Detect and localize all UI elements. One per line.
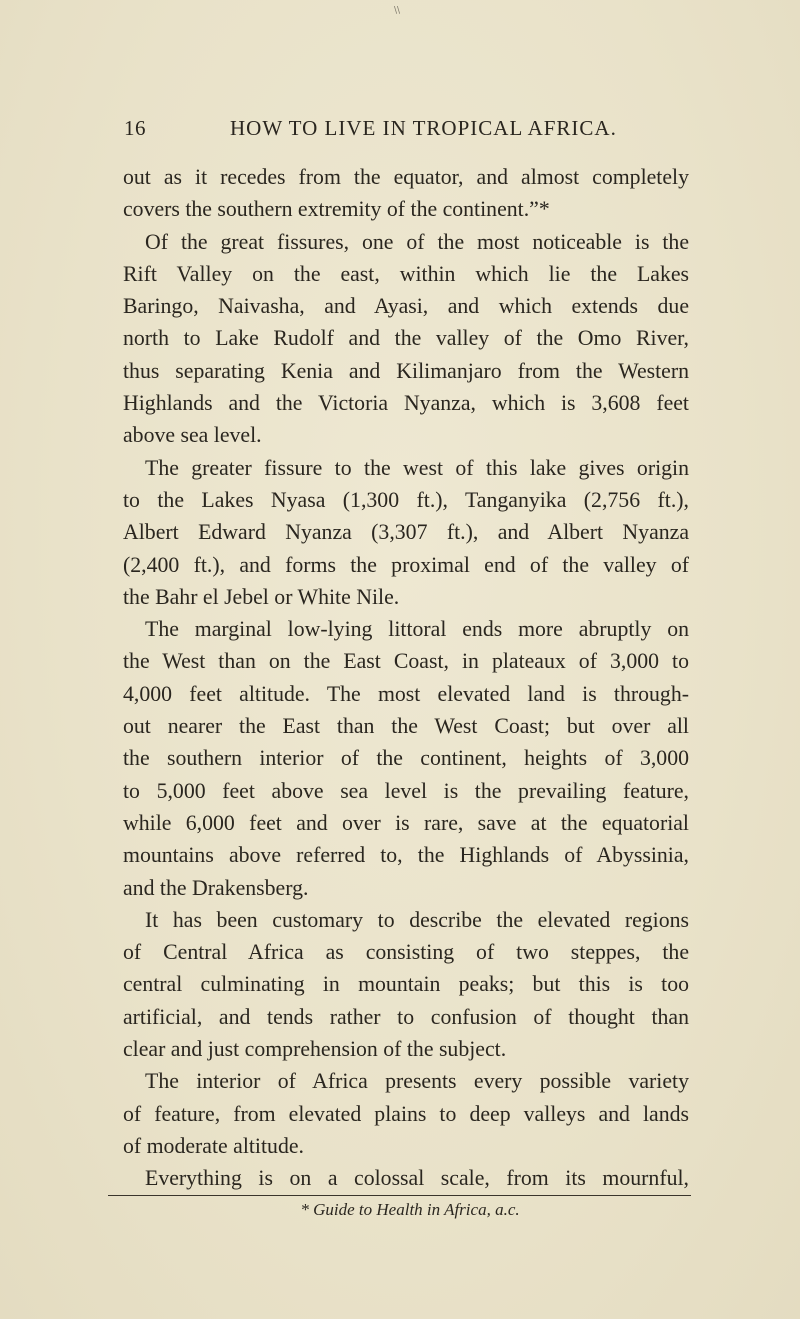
text-line: the southern interior of the continent, heights of 3,000: [123, 746, 689, 771]
text-line: Highlands and the Victoria Nyanza, which is 3,608 feet: [123, 391, 689, 416]
footnote-rule: [108, 1195, 691, 1196]
text-line: central culminating in mountain peaks; but this is too: [123, 972, 689, 997]
paragraph-start-line: The marginal low-lying littoral ends more abruptly on: [145, 617, 689, 642]
text-line: above sea level.: [123, 423, 262, 448]
text-line: of Central Africa as consisting of two steppes, the: [123, 940, 689, 965]
paragraph-start-line: Everything is on a colossal scale, from its mournful,: [145, 1166, 689, 1191]
text-line: to the Lakes Nyasa (1,300 ft.), Tanganyika (2,756 ft.),: [123, 487, 689, 512]
text-line: thus separating Kenia and Kilimanjaro from the Western: [123, 358, 689, 383]
text-line: while 6,000 feet and over is rare, save at the equatorial: [123, 810, 689, 835]
paragraph-start-line: The interior of Africa presents every possible variety: [145, 1069, 689, 1094]
text-line: out as it recedes from the equator, and almost completely: [123, 165, 689, 189]
text-line: of moderate altitude.: [123, 1133, 304, 1158]
text-line: artificial, and tends rather to confusion of thought than: [123, 1004, 689, 1029]
page-number: 16: [124, 116, 146, 140]
text-line: out nearer the East than the West Coast; but over all: [123, 714, 689, 739]
text-line: (2,400 ft.), and forms the proximal end of the valley of: [123, 552, 689, 577]
paragraph-start-line: Of the great fissures, one of the most noticeable is the: [145, 229, 689, 254]
text-line: the Bahr el Jebel or White Nile.: [123, 584, 400, 609]
text-line: covers the southern extremity of the continent.”*: [123, 197, 550, 222]
text-line: the West than on the East Coast, in plateaux of 3,000 to: [123, 649, 689, 674]
text-line: 4,000 feet altitude. The most elevated land is through-: [123, 681, 689, 706]
page-header: [124, 116, 684, 146]
paragraph-start-line: It has been customary to describe the elevated regions: [145, 907, 689, 932]
corner-mark: \\: [394, 6, 401, 16]
paragraph-start-line: The greater fissure to the west of this lake gives origin: [145, 455, 689, 480]
text-line: of feature, from elevated plains to deep valleys and lands: [123, 1101, 689, 1126]
running-title: HOW TO LIVE IN TROPICAL AFRICA.: [230, 116, 617, 140]
text-line: to 5,000 feet above sea level is the prevailing feature,: [123, 778, 689, 803]
text-line: clear and just comprehension of the subject.: [123, 1037, 507, 1062]
text-line: and the Drakensberg.: [123, 875, 309, 900]
text-line: mountains above referred to, the Highlands of Abyssinia,: [123, 843, 689, 868]
body-text: [123, 161, 689, 1195]
text-line: Baringo, Naivasha, and Ayasi, and which extends due: [123, 294, 689, 319]
footnote: * Guide to Health in Africa, a.c.: [300, 1200, 520, 1219]
text-line: north to Lake Rudolf and the valley of the Omo River,: [123, 326, 689, 351]
text-line: Albert Edward Nyanza (3,307 ft.), and Albert Nyanza: [123, 520, 689, 545]
text-line: Rift Valley on the east, within which lie the Lakes: [123, 261, 689, 286]
